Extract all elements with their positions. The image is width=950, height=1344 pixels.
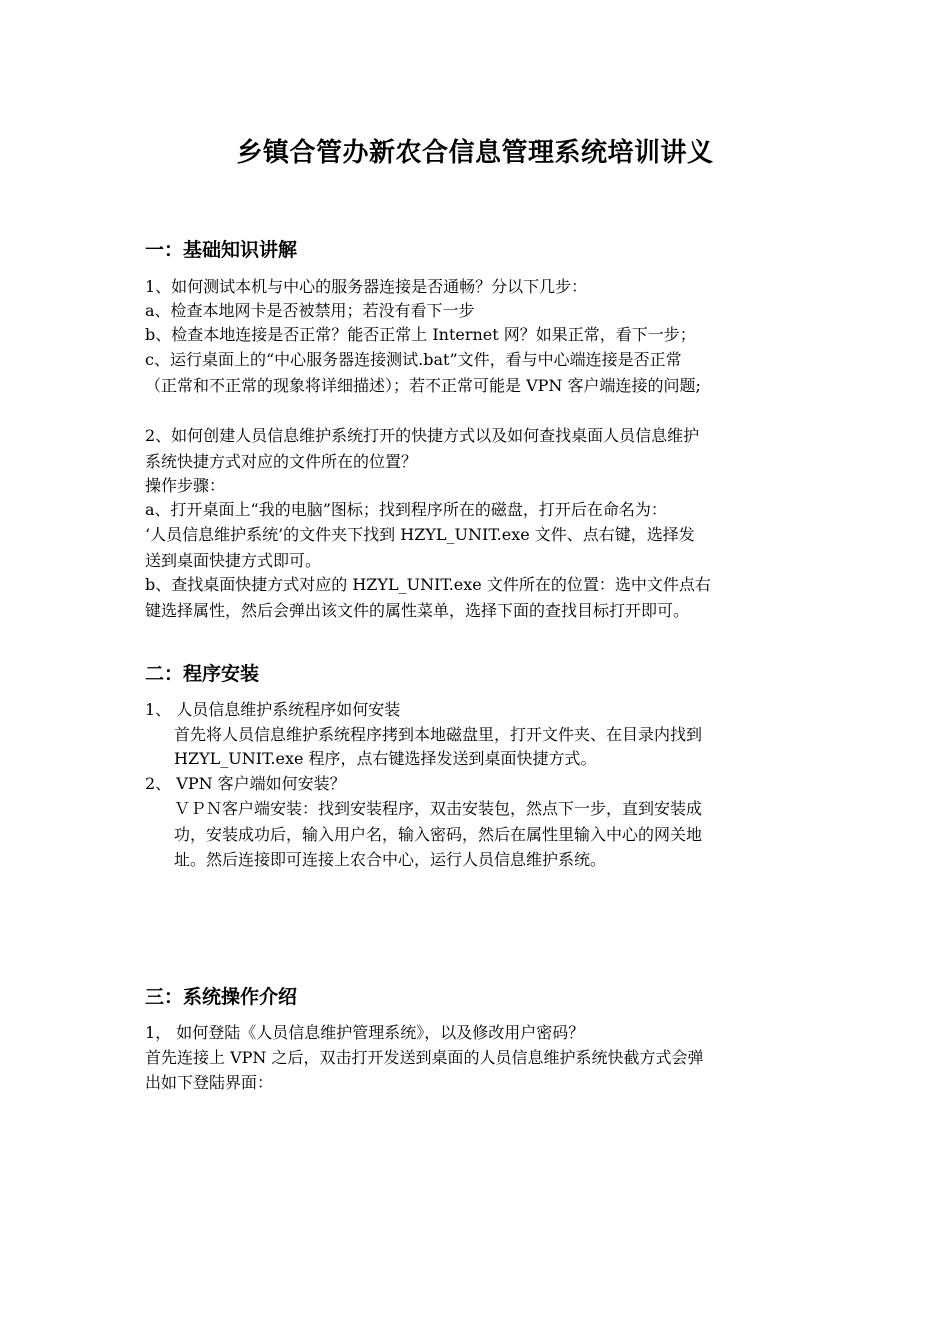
paragraph-line: 功，安装成功后，输入用户名，输入密码，然后在属性里输入中心的网关地 [174,825,703,844]
paragraph-line: a、打开桌面上“我的电脑”图标；找到程序所在的磁盘，打开后在命名为： [145,500,667,519]
paragraph-line: 址。然后连接即可连接上农合中心，运行人员信息维护系统。 [174,850,607,869]
paragraph-line: 1、 人员信息维护系统程序如何安装 [145,700,401,719]
section-heading-basics: 一：基础知识讲解 [145,239,298,261]
paragraph-line: 送到桌面快捷方式即可。 [145,551,322,570]
paragraph-line: a、检查本地网卡是否被禁用；若没有看下一步 [145,301,475,320]
paragraph-line: 1、如何测试本机与中心的服务器连接是否通畅？分以下几步： [145,277,588,296]
paragraph-line: b、检查本地连接是否正常？能否正常上 Internet 网？如果正常，看下一步； [145,325,696,344]
paragraph-line: 首先连接上 VPN 之后，双击打开发送到桌面的人员信息维护系统快截方式会弹 [145,1048,704,1067]
paragraph-line: ＶＰＮ客户端安装：找到安装程序，双击安装包，然点下一步，直到安装成 [174,799,703,818]
paragraph-line: b、查找桌面快捷方式对应的 HZYL_UNIT.exe 文件所在的位置：选中文件点右 [145,575,711,594]
section-heading-install: 二：程序安装 [145,663,260,685]
paragraph-line: 首先将人员信息维护系统程序拷到本地磁盘里，打开文件夹、在目录内找到 [174,725,703,744]
paragraph-line: 出如下登陆界面： [145,1073,274,1092]
paragraph-line: 键选择属性，然后会弹出该文件的属性菜单，选择下面的查找目标打开即可。 [145,601,690,620]
paragraph-line: 2、 VPN 客户端如何安装？ [145,774,346,793]
paragraph-line: 2、如何创建人员信息维护系统打开的快捷方式以及如何查找桌面人员信息维护 [145,426,700,445]
paragraph-line: c、运行桌面上的“中心服务器连接测试.bat”文件，看与中心端连接是否正常 [145,350,682,369]
section-heading-operation: 三：系统操作介绍 [145,986,298,1008]
document-title: 乡镇合管办新农合信息管理系统培训讲义 [236,138,714,168]
paragraph-line: HZYL_UNIT.exe 程序，点右键选择发送到桌面快捷方式。 [174,749,597,768]
paragraph-line: （正常和不正常的现象将详细描述）；若不正常可能是 VPN 客户端连接的问题; [145,376,701,395]
paragraph-line: 操作步骤： [145,476,226,495]
paragraph-line: 系统快捷方式对应的文件所在的位置？ [145,452,418,471]
paragraph-line: 1， 如何登陆《人员信息维护管理系统》，以及修改用户密码？ [145,1023,585,1042]
paragraph-line: ‘人员信息维护系统’的文件夹下找到 HZYL_UNIT.exe 文件、点右键，选择发 [145,525,695,544]
